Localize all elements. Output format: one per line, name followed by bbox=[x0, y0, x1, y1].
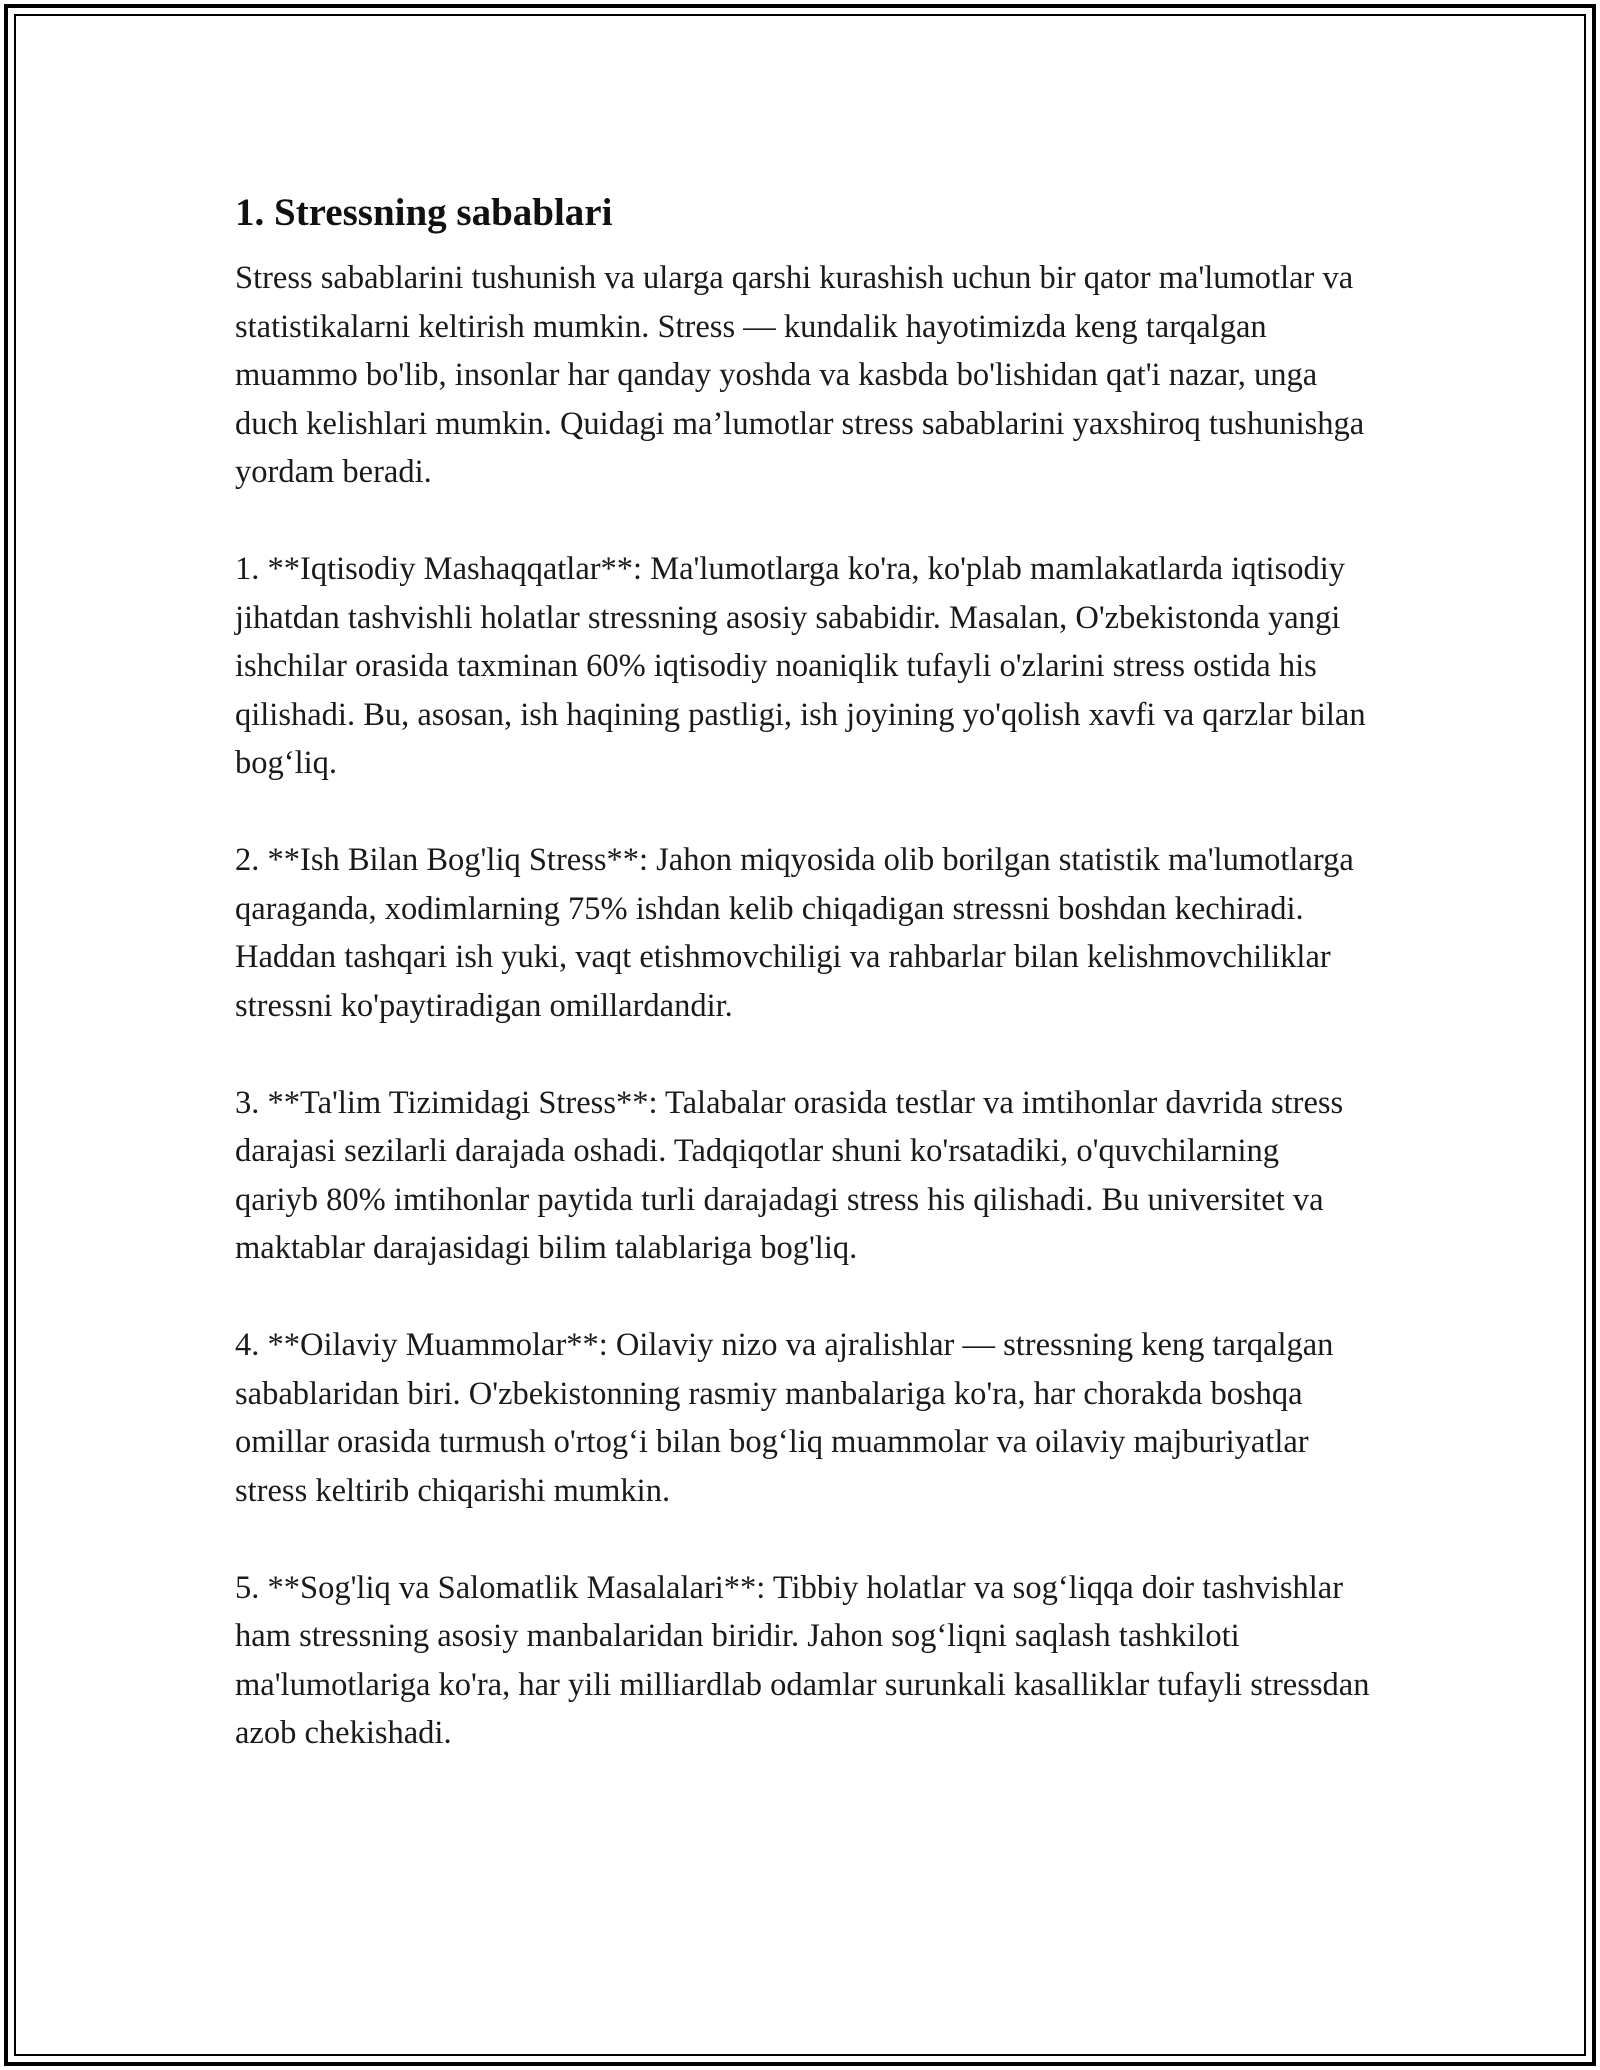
cause-work-paragraph: 2. **Ish Bilan Bog'liq Stress**: Jahon miqyosida olib borilgan statistik ma'lumotlarga qaraganda, xodimlarning 75% ishdan kelib chiqadigan stressni boshdan kechiradi. Haddan tashqari ish yuki, vaqt etishmovchiligi va rahbarlar bilan kelishmovchiliklar stressni ko'paytiradigan omillardandir. bbox=[235, 842, 1354, 1024]
intro-paragraph: Stress sabablarini tushunish va ularga qarshi kurashish uchun bir qator ma'lumotlar va statistikalarni keltirish mumkin. Stress — kundalik hayotimizda keng tarqalgan muammo bo'lib, insonlar har qanday yoshda va kasbda bo'lishidan qat'i nazar, unga duch kelishlari mumkin. Quidagi ma’lumotlar stress sabablarini yaxshiroq tushunishga yordam beradi. bbox=[235, 260, 1365, 490]
document-body bbox=[235, 186, 1370, 1758]
cause-economic-paragraph: 1. **Iqtisodiy Mashaqqatlar**: Ma'lumotlarga ko'ra, ko'plab mamlakatlarda iqtisodiy jihatdan tashvishli holatlar stressning asosiy sababidir. Masalan, O'zbekistonda yangi ishchilar orasida taxminan 60% iqtisodiy noaniqlik tufayli o'zlarini stress ostida his qilishadi. Bu, asosan, ish haqining pastligi, ish joyining yo'qolish xavfi va qarzlar bilan bog‘liq. bbox=[235, 551, 1366, 781]
cause-family-paragraph: 4. **Oilaviy Muammolar**: Oilaviy nizo va ajralishlar — stressning keng tarqalgan sabablaridan biri. O'zbekistonning rasmiy manbalariga ko'ra, har chorakda boshqa omillar orasida turmush o'rtog‘i bilan bog‘liq muammolar va oilaviy majburiyatlar stress keltirib chiqarishi mumkin. bbox=[235, 1327, 1334, 1509]
section-heading: 1. Stressning sabablari bbox=[235, 191, 613, 234]
cause-education-paragraph: 3. **Ta'lim Tizimidagi Stress**: Talabalar orasida testlar va imtihonlar davrida stress darajasi sezilarli darajada oshadi. Tadqiqotlar shuni ko'rsatadiki, o'quvchilarning qariyb 80% imtihonlar paytida turli darajadagi stress his qilishadi. Bu universitet va maktablar darajasidagi bilim talablariga bog'liq. bbox=[235, 1084, 1344, 1266]
cause-health-paragraph: 5. **Sog'liq va Salomatlik Masalalari**: Tibbiy holatlar va sog‘liqqa doir tashvishlar ham stressning asosiy manbalaridan biridir. Jahon sog‘liqni saqlash tashkiloti ma'lumotlariga ko'ra, har yili milliardlab odamlar surunkali kasalliklar tufayli stressdan azob chekishadi. bbox=[235, 1569, 1370, 1751]
